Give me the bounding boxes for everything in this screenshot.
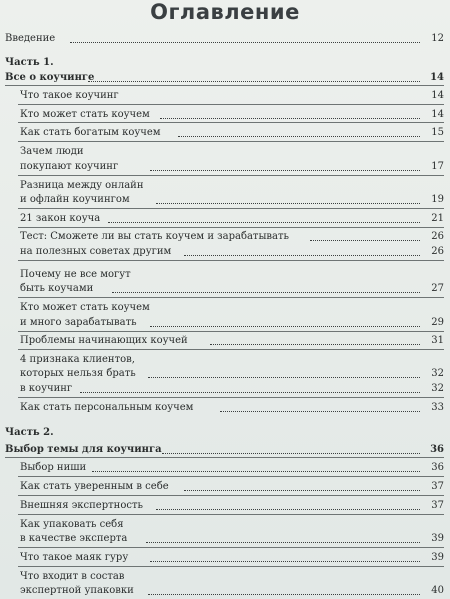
toc-entry[interactable]: Как стать персональным коучем 33 <box>0 400 450 416</box>
toc-entry[interactable]: Как стать уверенным в себе 37 <box>0 479 450 495</box>
toc-leader-dots <box>150 169 420 171</box>
entry-divider <box>18 566 444 567</box>
toc-leader-dots <box>156 202 420 204</box>
toc-entry[interactable]: Почему не все могут <box>20 269 131 280</box>
toc-section-2[interactable] <box>0 442 450 458</box>
entry-divider <box>18 495 444 496</box>
toc-leader-dots <box>220 410 420 412</box>
toc-page-number: 21 <box>431 213 444 224</box>
toc-page-number: 39 <box>431 552 444 563</box>
toc-entry-continuation[interactable]: и много зарабатывать 29 <box>0 315 450 331</box>
entry-divider <box>18 104 444 105</box>
page-title: Оглавление <box>150 0 300 24</box>
toc-leader-dots <box>88 80 420 82</box>
toc-entry[interactable]: 21 закон коуча 21 <box>0 211 450 227</box>
toc-page-number: 39 <box>431 533 444 544</box>
toc-entry[interactable]: 4 признака клиентов, <box>20 354 135 365</box>
toc-entry[interactable]: Кто может стать коучем 14 <box>0 107 450 123</box>
toc-entry[interactable]: Проблемы начинающих коучей 31 <box>0 333 450 349</box>
toc-leader-dots <box>184 489 420 491</box>
toc-page-number: 37 <box>431 500 444 511</box>
toc-entry[interactable]: Что такое маяк гуру 39 <box>0 550 450 566</box>
toc-leader-dots <box>112 291 420 293</box>
toc-page-number: 14 <box>430 72 444 83</box>
toc-entry[interactable]: Выбор ниши 36 <box>0 460 450 476</box>
entry-divider <box>18 175 444 176</box>
toc-leader-dots <box>70 41 420 43</box>
toc-page-number: 32 <box>431 368 444 379</box>
entry-divider <box>18 331 444 332</box>
entry-divider <box>18 260 444 261</box>
section-underline <box>5 457 444 458</box>
part-heading: Часть 1. <box>5 57 54 68</box>
toc-leader-dots <box>156 508 420 510</box>
toc-leader-dots <box>150 325 420 327</box>
toc-entry-continuation[interactable]: покупают коучинг 17 <box>0 159 450 175</box>
toc-entry[interactable]: Зачем люди <box>20 146 84 157</box>
toc-page-number: 29 <box>431 317 444 328</box>
toc-entry[interactable]: Разница между онлайн <box>20 180 144 191</box>
toc-page-number: 33 <box>431 402 444 413</box>
toc-leader-dots <box>148 593 420 595</box>
toc-page-number: 31 <box>431 335 444 346</box>
toc-page-number: 12 <box>431 33 444 44</box>
toc-section-1[interactable] <box>0 70 450 86</box>
entry-divider <box>18 349 444 350</box>
toc-entry-continuation[interactable]: быть коучами 27 <box>0 281 450 297</box>
toc-entry[interactable]: Внешняя экспертность 37 <box>0 498 450 514</box>
toc-entry-continuation[interactable]: и офлайн коучингом 19 <box>0 192 450 208</box>
entry-divider <box>18 514 444 515</box>
entry-divider <box>18 297 444 298</box>
toc-page-number: 19 <box>431 194 444 205</box>
toc-page-number: 36 <box>430 444 444 455</box>
toc-page-number: 26 <box>431 231 444 242</box>
toc-page-number: 32 <box>431 383 444 394</box>
toc-page-number: 15 <box>431 127 444 138</box>
entry-divider <box>18 122 444 123</box>
toc-entry-continuation[interactable]: которых нельзя брать 32 <box>0 366 450 382</box>
toc-page-number: 14 <box>431 90 444 101</box>
toc-entry[interactable]: на полезных советах другим 26 <box>0 244 450 260</box>
toc-entry[interactable]: Что входит в состав <box>20 571 125 582</box>
toc-page-number: 17 <box>431 161 444 172</box>
toc-entry[interactable]: Кто может стать коучем <box>20 302 150 313</box>
entry-divider <box>18 547 444 548</box>
entry-divider <box>18 141 444 142</box>
entry-divider <box>18 476 444 477</box>
toc-section-label: Все о коучинге <box>5 72 95 83</box>
entry-divider <box>18 227 444 228</box>
toc-entry-continuation[interactable]: в качестве эксперта 39 <box>0 531 450 547</box>
toc-page-number: 27 <box>431 283 444 294</box>
toc-entry[interactable]: Что такое коучинг 14 <box>0 88 450 104</box>
toc-leader-dots <box>210 343 420 345</box>
toc-leader-dots <box>148 376 420 378</box>
toc-leader-dots <box>310 239 420 241</box>
toc-leader-dots <box>108 221 420 223</box>
toc-entry-intro[interactable] <box>0 31 450 47</box>
toc-page-number: 14 <box>431 109 444 120</box>
toc-entry[interactable]: Тест: Сможете ли вы стать коучем и зарабатывать 26 <box>0 229 450 245</box>
toc-entry-continuation[interactable]: экспертной упаковки 40 <box>0 583 450 599</box>
toc-leader-dots <box>184 254 420 256</box>
toc-leader-dots <box>92 470 420 472</box>
toc-leader-dots <box>178 135 420 137</box>
toc-page-number: 36 <box>431 462 444 473</box>
toc-section-label: Выбор темы для коучинга <box>5 444 162 455</box>
entry-divider <box>18 397 444 398</box>
toc-page-number: 26 <box>431 246 444 257</box>
part-heading: Часть 2. <box>5 427 54 438</box>
toc-leader-dots <box>150 560 420 562</box>
toc-leader-dots <box>80 391 420 393</box>
toc-entry-label: Введение <box>5 33 56 44</box>
toc-page-number: 40 <box>431 585 444 596</box>
toc-entry[interactable]: в коучинг 32 <box>0 381 450 397</box>
toc-entry[interactable]: Как упаковать себя <box>20 519 124 530</box>
toc-leader-dots <box>160 117 420 119</box>
toc-leader-dots <box>146 541 420 543</box>
toc-leader-dots <box>162 452 420 454</box>
toc-page-number: 37 <box>431 481 444 492</box>
section-underline <box>5 85 444 86</box>
entry-divider <box>18 208 444 209</box>
toc-entry[interactable]: Как стать богатым коучем 15 <box>0 125 450 141</box>
